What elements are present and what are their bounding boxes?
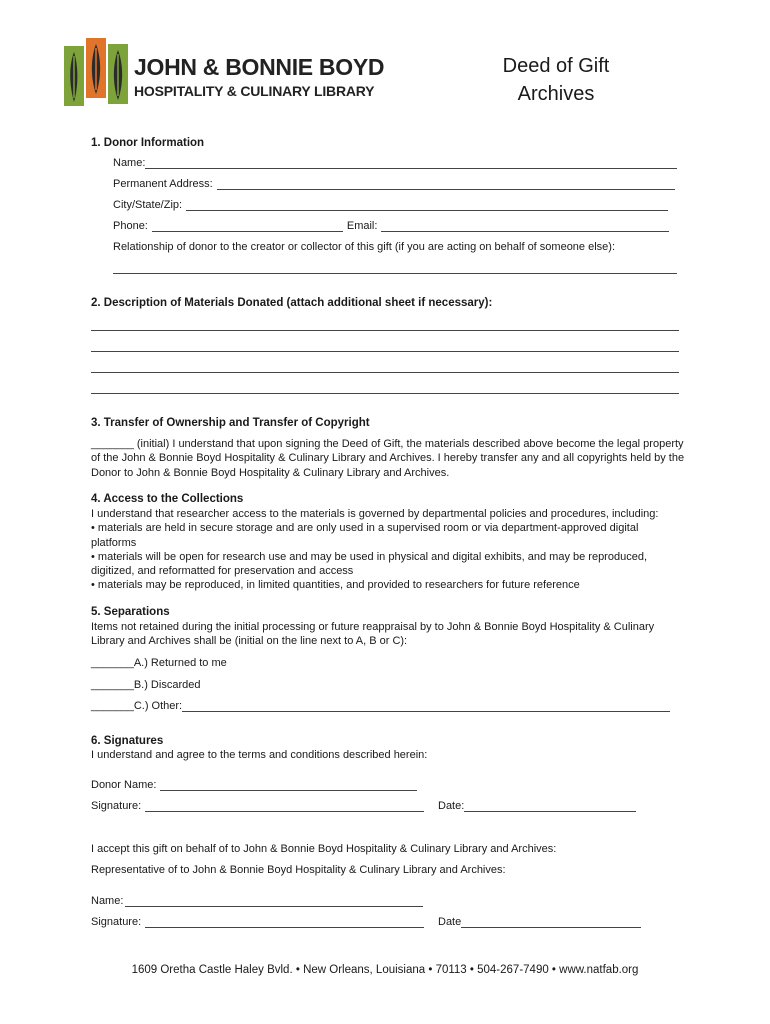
- option-c-label: _______C.) Other:: [91, 700, 183, 712]
- donor-signature-line[interactable]: [145, 801, 424, 812]
- city-state-zip-field[interactable]: [113, 199, 668, 211]
- footer-contact: 1609 Oretha Castle Haley Bvld. • New Orleans, Louisiana • 70113 • 504-267-7490 • www.natfab.org: [131, 964, 639, 976]
- donor-date-line[interactable]: [464, 801, 636, 812]
- phone-line[interactable]: [152, 221, 343, 232]
- phone-email-row: [113, 220, 669, 232]
- relationship-line[interactable]: [113, 273, 677, 274]
- access-text: [91, 507, 686, 593]
- description-line-2[interactable]: [91, 351, 679, 352]
- title-line-1: Deed of Gift: [502, 55, 610, 77]
- section-signatures-heading: 6. Signatures: [91, 735, 164, 747]
- representative-date-label: Date: [438, 916, 462, 928]
- phone-label: Phone:: [113, 220, 148, 232]
- title-line-2: Archives: [517, 83, 595, 105]
- option-b-discarded[interactable]: _______B.) Discarded: [91, 679, 201, 691]
- section-access-heading: 4. Access to the Collections: [91, 493, 244, 505]
- donor-signature-label: Signature:: [91, 800, 142, 812]
- access-bullet-1: • materials are held in secure storage and are only used in a supervised room or via department-approved digital platforms: [91, 522, 639, 549]
- donor-signature-field[interactable]: [91, 800, 424, 812]
- representative-name-label: Name:: [91, 895, 124, 907]
- donor-name-label: Name:: [113, 157, 146, 169]
- representative-date-field[interactable]: [438, 916, 641, 928]
- donor-name-field[interactable]: [113, 157, 677, 169]
- option-c-other[interactable]: [91, 700, 670, 712]
- section-separations-heading: 5. Separations: [91, 606, 170, 618]
- accept-text: I accept this gift on behalf of to John & Bonnie Boyd Hospitality & Culinary Library and Archives:: [91, 843, 557, 855]
- representative-text: Representative of to John & Bonnie Boyd Hospitality & Culinary Library and Archives:: [91, 864, 506, 876]
- option-c-line[interactable]: [182, 701, 670, 712]
- representative-name-line[interactable]: [125, 896, 423, 907]
- access-bullet-3: • materials may be reproduced, in limited quantities, and provided to researchers for future reference: [91, 579, 580, 592]
- brand-name: JOHN & BONNIE BOYD: [134, 54, 385, 80]
- section-donor-heading: 1. Donor Information: [91, 137, 205, 149]
- description-line-1[interactable]: [91, 330, 679, 331]
- brand-subtitle: HOSPITALITY & CULINARY LIBRARY: [134, 83, 375, 99]
- transfer-text: _______ (initial) I understand that upon signing the Deed of Gift, the materials described above become the legal property of the John & Bonnie Boyd Hospitality & Culinary Library and Archives. I hereby transfer any and all copyrights held by the Donor to John & Bonnie Boyd Hospitality & Culinary Library and Archives.: [91, 438, 685, 479]
- donor-name-line[interactable]: [145, 158, 677, 169]
- donor-name-sign-line[interactable]: [160, 780, 417, 791]
- access-bullet-2: • materials will be open for research use and may be used in physical and digital exhibits, and may be reproduced, digitized, and reformatted for preservation and access: [91, 550, 647, 578]
- permanent-address-line[interactable]: [217, 179, 675, 190]
- city-state-zip-label: City/State/Zip:: [113, 199, 183, 211]
- description-line-4[interactable]: [91, 393, 679, 394]
- section-transfer-heading: 3. Transfer of Ownership and Transfer of Copyright: [91, 417, 370, 429]
- representative-signature-label: Signature:: [91, 916, 142, 928]
- option-a-returned[interactable]: _______A.) Returned to me: [91, 657, 227, 669]
- donor-date-field[interactable]: [438, 800, 636, 812]
- description-line-3[interactable]: [91, 372, 679, 373]
- agree-text: I understand and agree to the terms and conditions described herein:: [91, 749, 428, 761]
- relationship-label: Relationship of donor to the creator or collector of this gift (if you are acting on behalf of someone else):: [113, 241, 615, 253]
- access-intro: I understand that researcher access to the materials is governed by departmental policies and procedures, including:: [91, 508, 659, 520]
- representative-signature-field[interactable]: [91, 916, 424, 928]
- representative-name-field[interactable]: [91, 895, 423, 907]
- donor-name-sign-label: Donor Name:: [91, 779, 157, 791]
- representative-date-line[interactable]: [461, 917, 641, 928]
- donor-name-sign-field[interactable]: [91, 779, 417, 791]
- document-title: [470, 52, 642, 108]
- email-label: Email:: [346, 220, 378, 232]
- permanent-address-label: Permanent Address:: [113, 178, 213, 190]
- separations-text: Items not retained during the initial processing or future reappraisal by to John & Bonnie Boyd Hospitality & Culinary Library and Archives shall be (initial on the line next to A, B or C):: [91, 621, 655, 648]
- permanent-address-field[interactable]: [113, 178, 675, 190]
- library-logo: [64, 38, 130, 106]
- representative-signature-line[interactable]: [145, 917, 424, 928]
- email-line[interactable]: [381, 221, 669, 232]
- section-description-heading: 2. Description of Materials Donated (attach additional sheet if necessary):: [91, 297, 493, 309]
- donor-date-label: Date:: [438, 800, 465, 812]
- city-state-zip-line[interactable]: [186, 200, 668, 211]
